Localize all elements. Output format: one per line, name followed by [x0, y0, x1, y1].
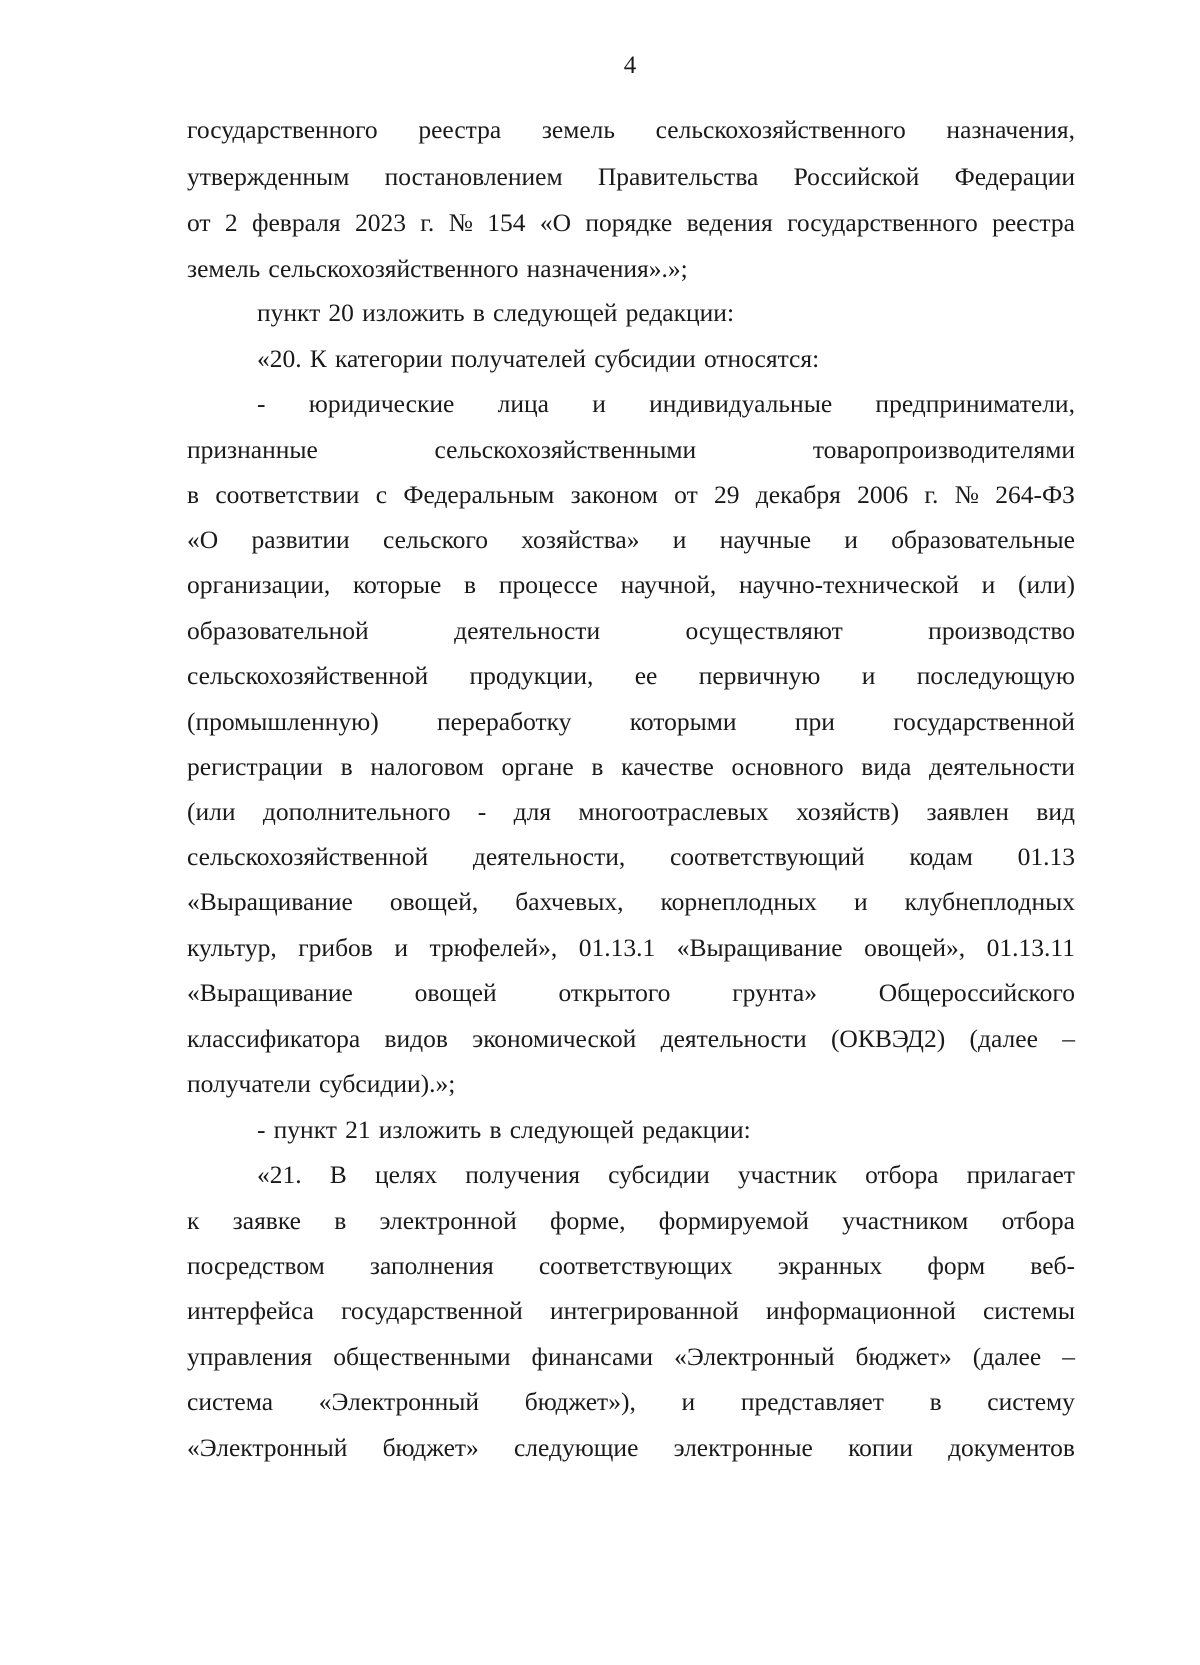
- text-line: [187, 1387, 1075, 1417]
- word: и: [394, 933, 408, 962]
- word: которые: [353, 570, 442, 599]
- word: заявке: [232, 1206, 301, 1235]
- word: Российской: [793, 162, 920, 191]
- word: «Выращивание: [187, 978, 353, 1007]
- word: №: [954, 480, 980, 509]
- word: постановлением: [384, 162, 563, 191]
- word: хозяйства»: [521, 525, 640, 554]
- word: корнеплодных: [660, 887, 817, 916]
- word: многоотраслевых: [578, 797, 769, 826]
- word: (или): [1017, 570, 1075, 599]
- word: «Выращивание: [676, 933, 843, 962]
- word: декабря: [755, 480, 841, 509]
- word: в: [334, 1206, 347, 1235]
- word: информационной: [765, 1296, 956, 1325]
- word: (ОКВЭД2): [830, 1024, 946, 1053]
- word: ведения: [686, 208, 773, 237]
- word: форм: [927, 1251, 986, 1280]
- word: вид: [1036, 797, 1075, 826]
- text-line: [187, 1342, 1075, 1372]
- text-line: [187, 933, 1075, 963]
- word: 20: [328, 298, 354, 327]
- word: деятельности: [660, 1024, 807, 1053]
- text-line: [187, 797, 1075, 827]
- word: соответствии: [215, 480, 360, 509]
- text-line: [187, 162, 1075, 192]
- text-line: [187, 616, 1075, 646]
- page-number: 4: [623, 52, 637, 79]
- word: научные: [719, 525, 812, 554]
- word: порядке: [585, 208, 673, 237]
- word: культур,: [187, 933, 277, 962]
- text-line: [187, 1433, 1075, 1463]
- word: финансами: [531, 1342, 654, 1371]
- word: в: [472, 298, 485, 327]
- word: №: [448, 208, 473, 237]
- word: заполнения: [369, 1251, 494, 1280]
- text-line: [187, 887, 1075, 917]
- word: получатели: [187, 1069, 311, 1098]
- word: сельскохозяйственного: [655, 115, 906, 144]
- word: 01.13.11: [986, 933, 1075, 962]
- word: 2006: [857, 480, 909, 509]
- word: 2023: [354, 208, 406, 237]
- word: «Электронный: [318, 1387, 480, 1416]
- word: копии: [848, 1433, 913, 1462]
- word: Общероссийского: [878, 978, 1075, 1007]
- word: участник: [737, 1160, 837, 1189]
- word: видов: [384, 1024, 448, 1053]
- word: Федерации: [954, 162, 1075, 191]
- word: 2: [224, 208, 238, 237]
- word: 29: [714, 480, 740, 509]
- word: (промышленную): [187, 707, 379, 736]
- word: (или: [187, 797, 236, 826]
- word: представляет: [740, 1387, 884, 1416]
- text-line: [187, 661, 1075, 691]
- word: редакции:: [625, 298, 735, 327]
- word: (далее: [969, 1024, 1038, 1053]
- word: управления: [187, 1342, 313, 1371]
- word: отбора: [1001, 1206, 1075, 1235]
- word: и: [844, 525, 858, 554]
- text-line: [187, 480, 1075, 510]
- word: классификатора: [187, 1024, 361, 1053]
- word: получателей: [450, 344, 587, 373]
- word: отбора: [865, 1160, 939, 1189]
- word: открытого: [558, 978, 671, 1007]
- text-line: [187, 1206, 1075, 1236]
- word: к: [187, 1206, 200, 1235]
- word: грунта»: [732, 978, 817, 1007]
- word: овощей»,: [864, 933, 966, 962]
- word: г.: [420, 208, 435, 237]
- text-line: [187, 752, 1075, 782]
- word: в: [340, 752, 353, 781]
- word: при: [794, 707, 835, 736]
- word: товаропроизводителями: [812, 435, 1075, 464]
- word: следующие: [513, 1433, 639, 1462]
- word: -: [257, 389, 266, 418]
- word: посредством: [187, 1251, 325, 1280]
- word: реестра: [992, 208, 1075, 237]
- word: вида: [861, 752, 912, 781]
- word: осуществляют: [685, 616, 843, 645]
- word: и: [592, 389, 606, 418]
- word: клубнеплодных: [904, 887, 1075, 916]
- word: регистрации: [187, 752, 323, 781]
- word: февраля: [251, 208, 341, 237]
- word: продукции,: [469, 661, 594, 690]
- word: деятельности: [928, 752, 1075, 781]
- word: участником: [842, 1206, 969, 1235]
- word: «21.: [257, 1160, 302, 1189]
- word: хозяйств): [796, 797, 900, 826]
- text-line: [257, 1160, 1075, 1190]
- word: реестра: [418, 115, 502, 144]
- word: -: [257, 1115, 266, 1144]
- word: –: [1062, 1024, 1075, 1053]
- word: получения: [465, 1160, 580, 1189]
- word: целях: [374, 1160, 438, 1189]
- word: деятельности,: [472, 842, 626, 871]
- word: редакции:: [642, 1115, 751, 1144]
- word: утвержденным: [187, 162, 350, 191]
- word: систему: [987, 1387, 1075, 1416]
- word: с: [375, 480, 388, 509]
- text-line: [187, 707, 1075, 737]
- word: сельскохозяйственного: [268, 254, 519, 283]
- word: экранных: [777, 1251, 883, 1280]
- word: прилагает: [966, 1160, 1075, 1189]
- word: Правительства: [597, 162, 759, 191]
- word: соответствующий: [669, 842, 865, 871]
- word: процессе: [498, 570, 598, 599]
- word: изложить: [362, 298, 465, 327]
- word: юридические: [308, 389, 455, 418]
- text-line: [187, 254, 1075, 284]
- word: научной,: [620, 570, 717, 599]
- word: сельскохозяйственными: [434, 435, 697, 464]
- text-line: [187, 1296, 1075, 1326]
- text-line: [257, 298, 1075, 328]
- word: документов: [948, 1433, 1075, 1462]
- word: следующей: [509, 1115, 635, 1144]
- word: организации,: [187, 570, 331, 599]
- word: «Электронный: [674, 1342, 835, 1371]
- word: в: [464, 570, 477, 599]
- text-line: [187, 115, 1075, 145]
- word: следующей: [493, 298, 618, 327]
- word: государственной: [341, 1296, 523, 1325]
- text-line: [187, 1024, 1075, 1054]
- word: категории: [334, 344, 443, 373]
- word: образовательной: [187, 616, 369, 645]
- word: земель: [541, 115, 616, 144]
- word: субсидии: [608, 1160, 710, 1189]
- word: и: [853, 887, 868, 916]
- word: государственного: [187, 115, 378, 144]
- word: деятельности: [454, 616, 601, 645]
- word: кодам: [909, 842, 973, 871]
- word: бюджет»: [855, 1342, 952, 1371]
- word: ее: [634, 661, 658, 690]
- word: «20.: [257, 344, 302, 373]
- word: государственного: [787, 208, 978, 237]
- text-line: [187, 525, 1075, 555]
- word: веб-: [1030, 1251, 1075, 1280]
- word: предприниматели,: [875, 389, 1075, 418]
- word: «О: [539, 208, 571, 237]
- word: назначения,: [946, 115, 1075, 144]
- word: соответствующих: [538, 1251, 733, 1280]
- word: налоговом: [370, 752, 484, 781]
- word: от: [187, 208, 211, 237]
- word: и: [681, 1387, 696, 1416]
- text-line: [187, 435, 1075, 465]
- word: и: [981, 570, 996, 599]
- word: переработку: [437, 707, 572, 736]
- text-line: [187, 842, 1075, 872]
- word: качестве: [621, 752, 714, 781]
- word: 154: [487, 208, 526, 237]
- word: назначения».»;: [526, 254, 688, 283]
- word: образовательные: [891, 525, 1075, 554]
- word: (далее: [972, 1342, 1042, 1371]
- word: «Выращивание: [187, 887, 353, 916]
- word: сельскохозяйственной: [187, 842, 429, 871]
- word: овощей,: [389, 887, 479, 916]
- word: бюджет»),: [524, 1387, 636, 1416]
- word: относятся:: [703, 344, 820, 373]
- word: изложить: [378, 1115, 482, 1144]
- word: К: [309, 344, 327, 373]
- word: форме,: [550, 1206, 626, 1235]
- word: «О: [187, 525, 219, 554]
- word: земель: [187, 254, 261, 283]
- word: основного: [731, 752, 844, 781]
- word: -: [477, 797, 487, 826]
- word: формируемой: [658, 1206, 809, 1235]
- text-line: [187, 208, 1075, 238]
- word: пункт: [273, 1115, 337, 1144]
- text-line: [257, 1115, 1075, 1145]
- word: 01.13: [1017, 842, 1075, 871]
- text-line: [187, 978, 1075, 1008]
- word: сельского: [382, 525, 489, 554]
- text-line: [257, 344, 1075, 374]
- word: государственной: [893, 707, 1075, 736]
- word: В: [329, 1160, 347, 1189]
- text-line: [187, 570, 1075, 600]
- word: последующую: [916, 661, 1075, 690]
- word: в: [187, 480, 200, 509]
- word: трюфелей»,: [429, 933, 558, 962]
- word: Федеральным: [403, 480, 555, 509]
- word: научно-технической: [738, 570, 959, 599]
- word: бюджет»: [382, 1433, 479, 1462]
- word: и: [672, 525, 687, 554]
- word: системы: [982, 1296, 1075, 1325]
- word: субсидии).»;: [319, 1069, 456, 1098]
- text-line: [187, 1251, 1075, 1281]
- word: производство: [928, 616, 1075, 645]
- word: 21: [345, 1115, 371, 1144]
- word: в: [591, 752, 604, 781]
- word: сельскохозяйственной: [187, 661, 429, 690]
- word: в: [929, 1387, 942, 1416]
- word: интерфейса: [187, 1296, 314, 1325]
- word: законом: [570, 480, 658, 509]
- word: для: [513, 797, 552, 826]
- word: развитии: [251, 525, 350, 554]
- word: субсидии: [594, 344, 696, 373]
- text-line: [187, 1069, 1075, 1099]
- word: органе: [501, 752, 574, 781]
- word: электронные: [673, 1433, 813, 1462]
- word: интегрированной: [549, 1296, 739, 1325]
- word: система: [187, 1387, 274, 1416]
- word: первичную: [698, 661, 821, 690]
- word: электронной: [379, 1206, 517, 1235]
- word: индивидуальные: [649, 389, 833, 418]
- word: дополнительного: [262, 797, 451, 826]
- word: г.: [924, 480, 939, 509]
- word: 01.13.1: [578, 933, 656, 962]
- word: которыми: [629, 707, 737, 736]
- word: общественными: [333, 1342, 511, 1371]
- word: бахчевых,: [515, 887, 624, 916]
- word: «Электронный: [187, 1433, 348, 1462]
- word: экономической: [472, 1024, 637, 1053]
- text-line: [257, 389, 1075, 419]
- word: овощей: [414, 978, 497, 1007]
- word: от: [674, 480, 698, 509]
- word: в: [489, 1115, 502, 1144]
- word: –: [1062, 1342, 1075, 1371]
- word: грибов: [298, 933, 373, 962]
- word: пункт: [257, 298, 321, 327]
- word: 264-ФЗ: [995, 480, 1075, 509]
- word: и: [861, 661, 876, 690]
- word: лица: [497, 389, 549, 418]
- word: заявлен: [926, 797, 1009, 826]
- word: признанные: [187, 435, 318, 464]
